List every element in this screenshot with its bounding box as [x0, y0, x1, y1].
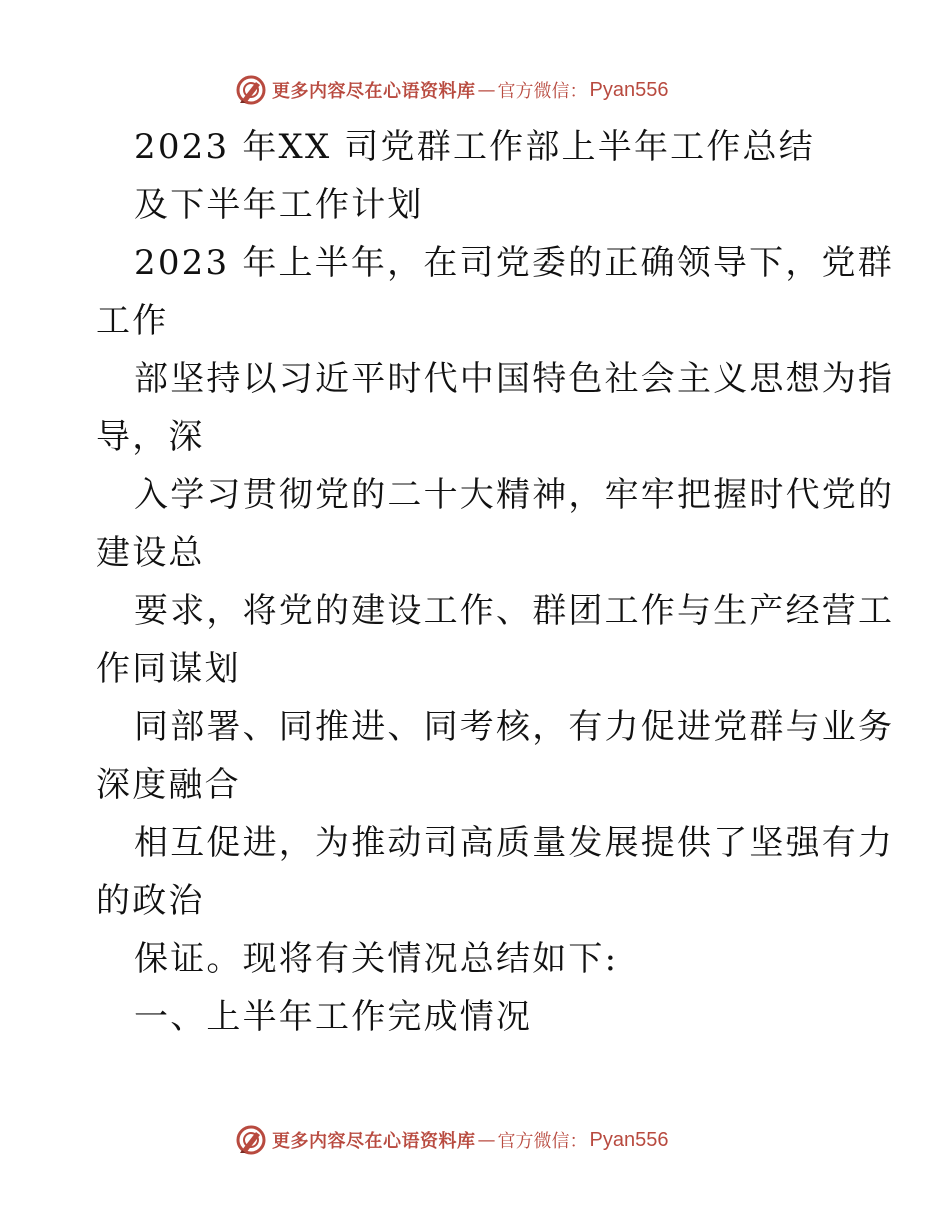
pen-logo-icon	[234, 1123, 268, 1157]
paragraph-line: 建设总	[96, 533, 205, 573]
document-title-line-2: 及下半年工作计划	[134, 185, 424, 225]
watermark-account-id: Pyan556	[589, 1128, 669, 1151]
paragraph-line: 工作	[96, 301, 169, 341]
header-watermark	[234, 70, 754, 110]
paragraph-line: 同部署、同推进、同考核，有力促进党群与业务	[134, 707, 895, 747]
watermark-official-label: 官方微信：	[497, 1131, 588, 1152]
paragraph-line: 的政治	[96, 881, 205, 921]
watermark-account-id: Pyan556	[589, 78, 669, 101]
paragraph-line: 作同谋划	[96, 649, 241, 689]
watermark-separator: —	[477, 1129, 496, 1151]
paragraph-line: 导，深	[96, 417, 205, 457]
paragraph-line: 相互促进，为推动司高质量发展提供了坚强有力	[134, 823, 895, 863]
paragraph-line: 部坚持以习近平时代中国特色社会主义思想为指	[134, 359, 895, 399]
watermark-main-text: 更多内容尽在心语资料库	[272, 1131, 476, 1152]
paragraph-line: 要求，将党的建设工作、群团工作与生产经营工	[134, 591, 895, 631]
document-title-line-1: 2023 年XX 司党群工作部上半年工作总结	[134, 127, 815, 167]
section-heading: 一、上半年工作完成情况	[134, 997, 533, 1037]
paragraph-line: 入学习贯彻党的二十大精神，牢牢把握时代党的	[134, 475, 895, 515]
watermark-main-text: 更多内容尽在心语资料库	[272, 81, 476, 102]
footer-watermark	[234, 1120, 754, 1160]
watermark-official-label: 官方微信：	[497, 81, 588, 102]
paragraph-line: 深度融合	[96, 765, 241, 805]
pen-logo-icon	[234, 73, 268, 107]
watermark-separator: —	[477, 79, 496, 101]
paragraph-line: 保证。现将有关情况总结如下:	[134, 939, 619, 979]
paragraph-line: 2023 年上半年，在司党委的正确领导下，党群	[134, 243, 894, 283]
